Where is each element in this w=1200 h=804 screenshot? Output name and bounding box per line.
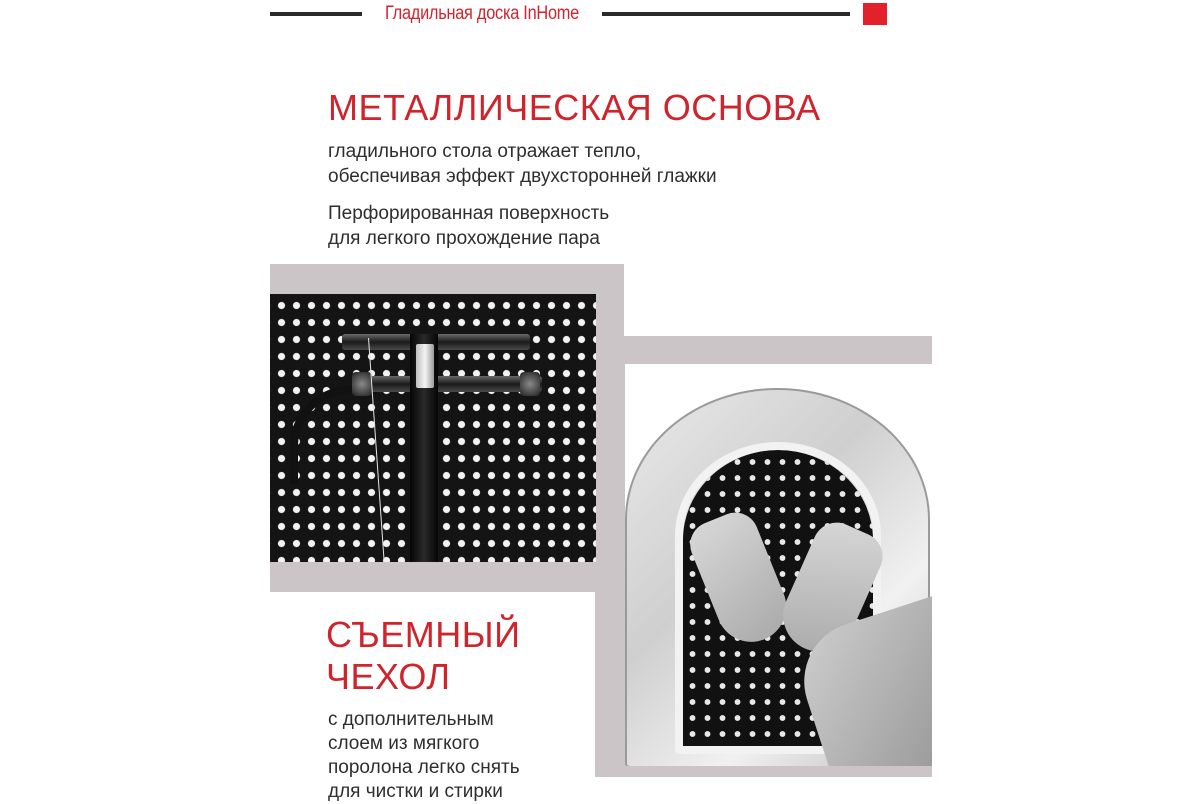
removable-cover-photo — [625, 364, 932, 766]
header-line-right — [602, 12, 850, 16]
header-line-left — [270, 12, 362, 16]
perforation-description-line: для легкого прохождение пара — [328, 228, 600, 249]
header-title: Гладильная доска InHome — [385, 3, 579, 24]
removable-cover-description — [328, 708, 520, 804]
removable-cover-description-line: для чистки и стирки — [328, 781, 503, 802]
perforation-description-line: Перфорированная поверхность — [328, 203, 610, 224]
metal-base-description-line: гладильного стола отражает тепло, — [328, 141, 642, 162]
header-red-square — [863, 3, 887, 25]
bracket-middle — [352, 376, 542, 392]
removable-cover-description-line: с дополнительным — [328, 709, 494, 730]
cord-holder — [290, 386, 378, 484]
removable-cover-description-line: слоем из мягкого — [328, 733, 480, 754]
bolt-right — [520, 372, 540, 396]
metal-base-description — [328, 139, 717, 189]
metal-base-description-line: обеспечивая эффект двухсторонней глажки — [328, 166, 717, 187]
removable-cover-heading-line: ЧЕХОЛ — [326, 656, 451, 697]
perforation-description — [328, 201, 609, 251]
metal-base-heading: МЕТАЛЛИЧЕСКАЯ ОСНОВА — [328, 87, 821, 128]
removable-cover-heading — [326, 614, 521, 698]
bolt-left — [352, 372, 372, 396]
removable-cover-description-line: поролона легко снять — [328, 757, 520, 778]
metal-clip — [416, 344, 434, 388]
removable-cover-heading-line: СЪЕМНЫЙ — [326, 614, 521, 655]
perforated-board-photo — [270, 294, 596, 562]
